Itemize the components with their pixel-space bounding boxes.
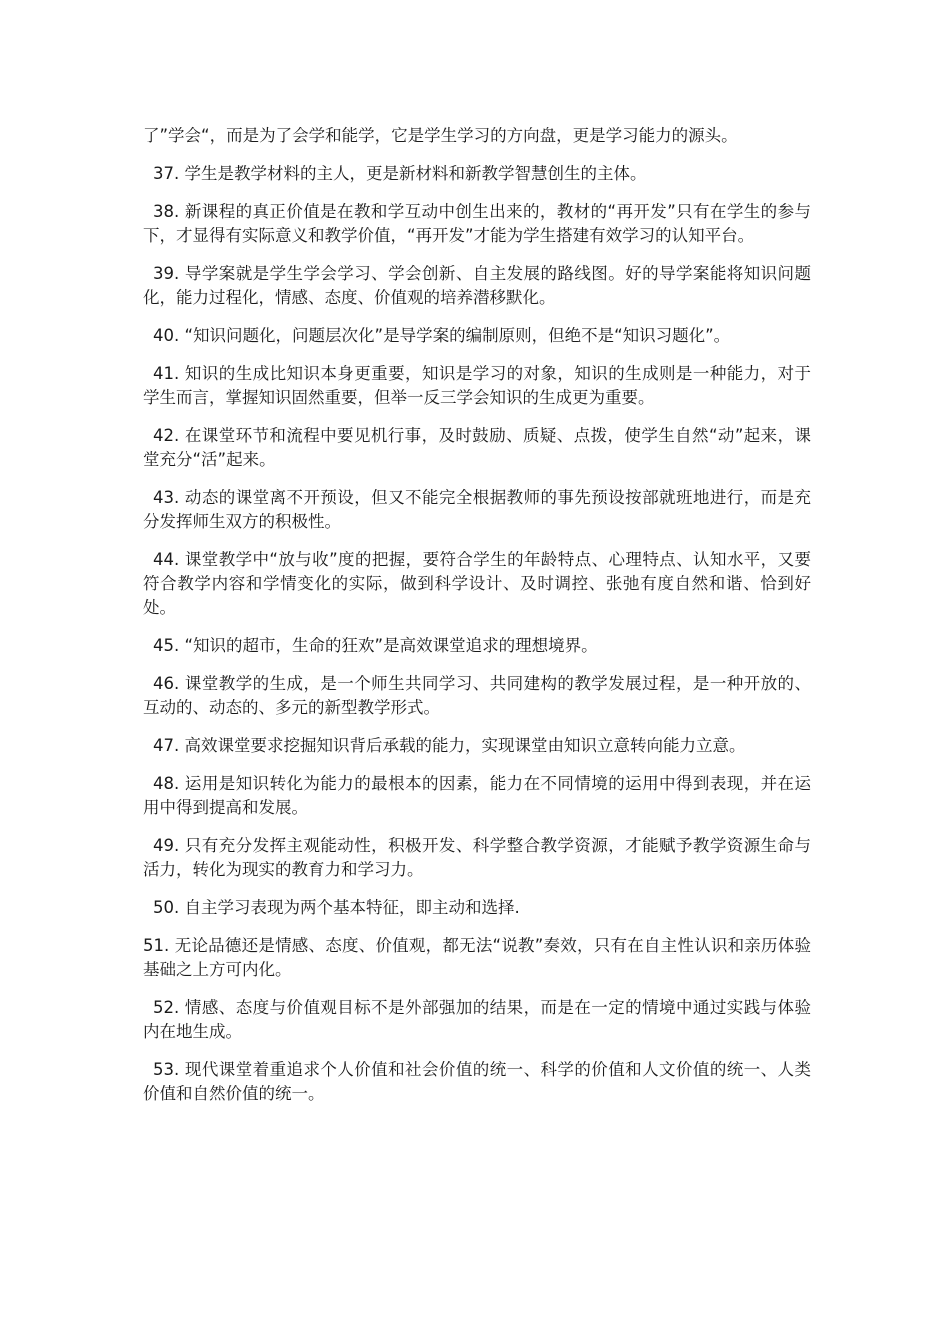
paragraph-37: 37. 学生是教学材料的主人，更是新材料和新教学智慧创生的主体。 bbox=[153, 164, 647, 183]
paragraph-36-continuation: 了”学会“，而是为了会学和能学，它是学生学习的方向盘，更是学习能力的源头。 bbox=[143, 126, 738, 145]
paragraph-46: 46. 课堂教学的生成，是一个师生共同学习、共同建构的教学发展过程，是一种开放的、互动的、动态的、多元的新型教学形式。 bbox=[143, 674, 811, 717]
paragraph-50: 50. 自主学习表现为两个基本特征，即主动和选择. bbox=[153, 898, 520, 917]
paragraph-42: 42. 在课堂环节和流程中要见机行事，及时鼓励、质疑、点拨，使学生自然“动”起来，课堂充分“活”起来。 bbox=[143, 426, 811, 469]
paragraph-52: 52. 情感、态度与价值观目标不是外部强加的结果，而是在一定的情境中通过实践与体验内在地生成。 bbox=[143, 998, 811, 1041]
document-body bbox=[143, 124, 811, 1120]
paragraph-41: 41. 知识的生成比知识本身更重要，知识是学习的对象，知识的生成则是一种能力，对于学生而言，掌握知识固然重要，但举一反三学会知识的生成更为重要。 bbox=[143, 364, 811, 407]
paragraph-48: 48. 运用是知识转化为能力的最根本的因素，能力在不同情境的运用中得到表现，并在运用中得到提高和发展。 bbox=[143, 774, 811, 817]
paragraph-47: 47. 高效课堂要求挖掘知识背后承载的能力，实现课堂由知识立意转向能力立意。 bbox=[153, 736, 746, 755]
paragraph-49: 49. 只有充分发挥主观能动性，积极开发、科学整合教学资源，才能赋予教学资源生命与活力，转化为现实的教育力和学习力。 bbox=[143, 836, 811, 879]
paragraph-45: 45. “知识的超市，生命的狂欢”是高效课堂追求的理想境界。 bbox=[153, 636, 598, 655]
paragraph-39: 39. 导学案就是学生学会学习、学会创新、自主发展的路线图。好的导学案能将知识问题化，能力过程化，情感、态度、价值观的培养潜移默化。 bbox=[143, 264, 811, 307]
paragraph-40: 40. “知识问题化，问题层次化”是导学案的编制原则，但绝不是“知识习题化”。 bbox=[153, 326, 731, 345]
paragraph-43: 43. 动态的课堂离不开预设，但又不能完全根据教师的事先预设按部就班地进行，而是充分发挥师生双方的积极性。 bbox=[143, 488, 811, 531]
paragraph-44: 44. 课堂教学中“放与收”度的把握，要符合学生的年龄特点、心理特点、认知水平，又要符合教学内容和学情变化的实际，做到科学设计、及时调控、张弛有度自然和谐、恰到好处。 bbox=[143, 550, 811, 617]
paragraph-51: 51. 无论品德还是情感、态度、价值观，都无法“说教”奏效，只有在自主性认识和亲历体验基础之上方可内化。 bbox=[143, 936, 811, 979]
paragraph-38: 38. 新课程的真正价值是在教和学互动中创生出来的，教材的“再开发”只有在学生的参与下，才显得有实际意义和教学价值，“再开发”才能为学生搭建有效学习的认知平台。 bbox=[143, 202, 811, 245]
paragraph-53: 53. 现代课堂着重追求个人价值和社会价值的统一、科学的价值和人文价值的统一、人类价值和自然价值的统一。 bbox=[143, 1060, 811, 1103]
